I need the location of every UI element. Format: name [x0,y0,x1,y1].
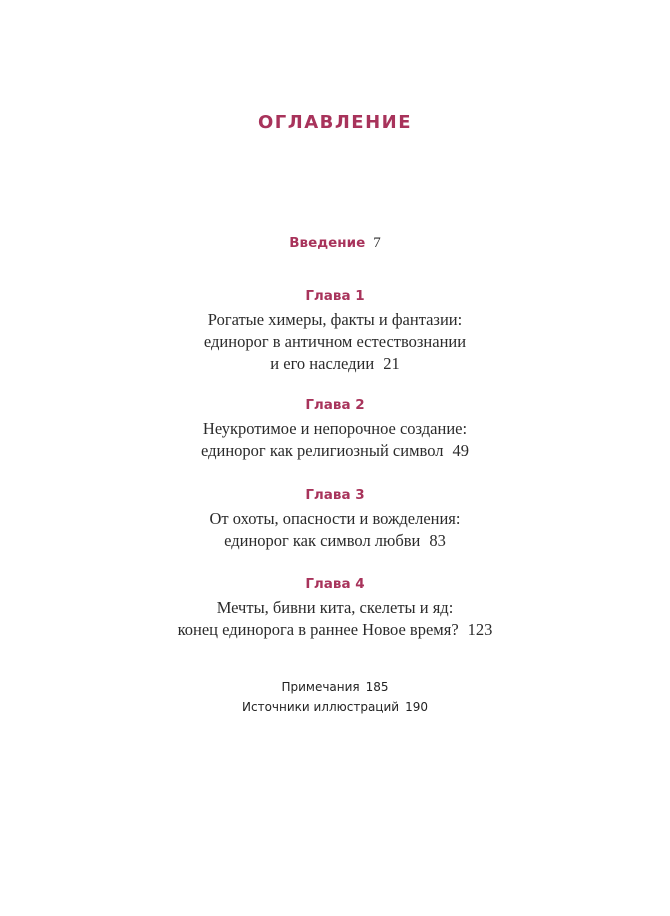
chapter-title-text: единорог как религиозный символ [201,441,444,460]
chapter-label: Глава 3 [305,487,365,503]
intro-page-number: 7 [373,235,381,251]
back-matter-label: Источники иллюстраций [242,700,400,714]
chapter-title-line: Рогатые химеры, факты и фантазии: [207,310,463,329]
toc-entry-chapter-4[interactable] [0,574,670,641]
chapter-title-text: единорог как символ любви [224,531,421,550]
chapter-page-number: 49 [452,441,469,460]
intro-label: Введение [289,235,366,251]
chapter-title-line: единорог в античном естествознании [203,332,467,351]
chapter-page-number: 123 [467,620,493,639]
chapter-title-line-last [0,440,670,462]
chapter-page-number: 83 [429,531,446,550]
toc-entry-chapter-2[interactable] [0,395,670,462]
chapter-title-line: От охоты, опасности и вожделения: [209,509,461,528]
chapter-title-text: конец единорога в раннее Новое время? [177,620,459,639]
back-matter-page-number: 190 [405,700,428,714]
chapter-label: Глава 1 [305,288,365,304]
chapter-title-line-last [0,619,670,641]
page-title: ОГЛАВЛЕНИЕ [257,112,413,133]
toc-entry-chapter-3[interactable] [0,485,670,552]
chapter-label: Глава 4 [305,576,365,592]
toc-entry-intro[interactable] [0,234,670,252]
chapter-label: Глава 2 [305,397,365,413]
chapter-title-text: и его наследии [270,354,375,373]
chapter-title-line: Неукротимое и непорочное создание: [202,419,468,438]
back-matter-page-number: 185 [365,680,389,694]
toc-entry-illustration-sources[interactable] [0,697,670,717]
chapter-title-line: Мечты, бивни кита, скелеты и яд: [216,598,454,617]
chapter-title-line-last [0,530,670,552]
toc-entry-chapter-1[interactable] [0,286,670,375]
chapter-title-line-last [0,353,670,375]
back-matter-label: Примечания [281,680,360,694]
chapter-page-number: 21 [383,354,400,373]
toc-entry-notes[interactable] [0,677,670,697]
